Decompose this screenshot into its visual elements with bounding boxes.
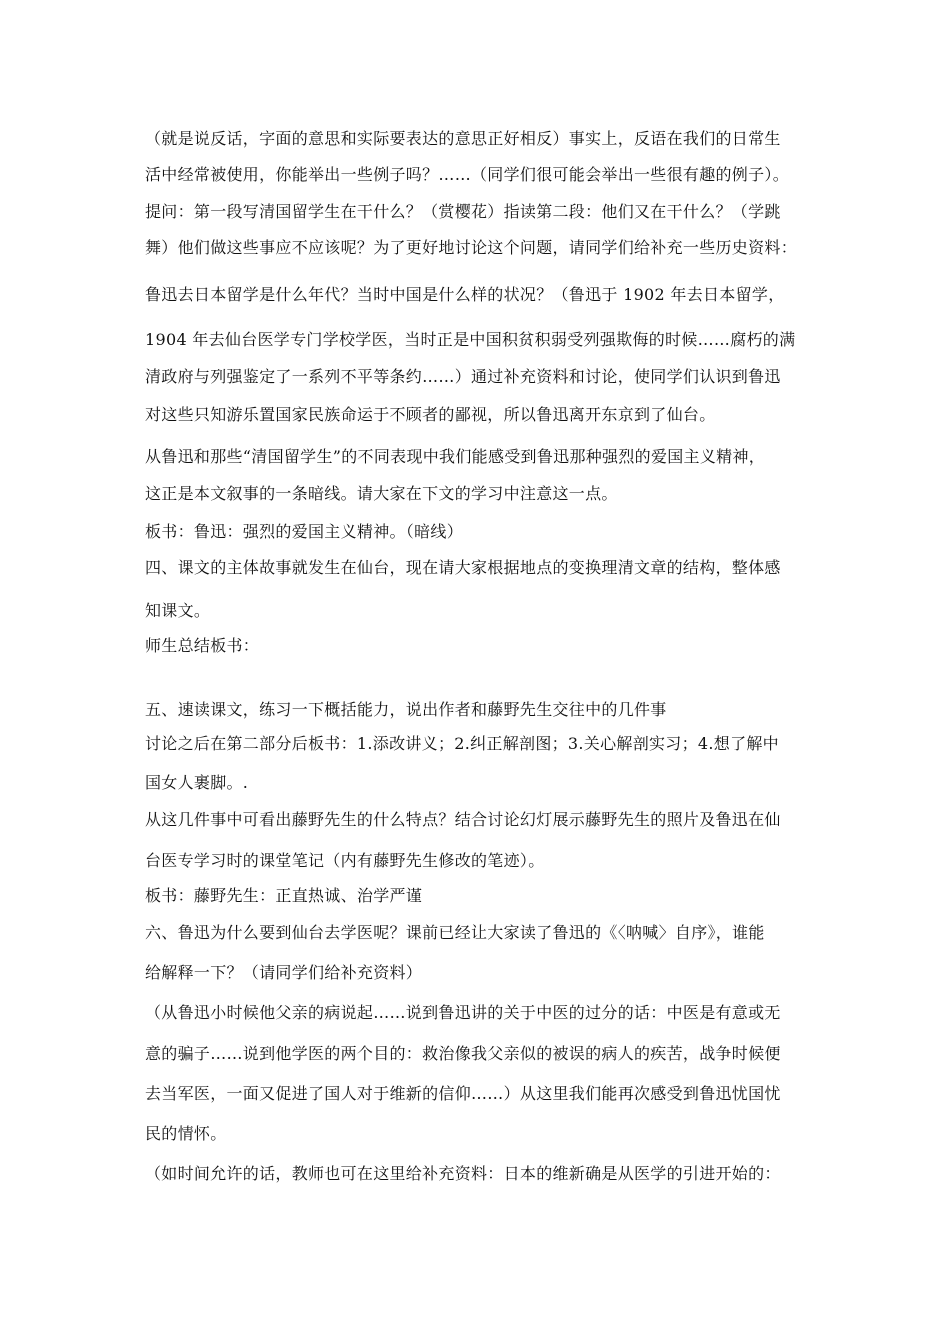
text-line-10: 这正是本文叙事的一条暗线。请大家在下文的学习中注意这一点。 <box>145 484 618 503</box>
text-line-2: 活中经常被使用，你能举出一些例子吗？……（同学们很可能会举出一些很有趣的例子）。 <box>145 165 790 184</box>
text-line-21: 六、鲁迅为什么要到仙台去学医呢？课前已经让大家读了鲁迅的《〈呐喊〉自序》，谁能 <box>145 923 765 942</box>
text-line-8: 对这些只知游乐置国家民族命运于不顾者的鄙视，所以鲁迅离开东京到了仙台。 <box>145 405 716 424</box>
text-line-19: 台医专学习时的课堂笔记（内有藤野先生修改的笔迹）。 <box>145 851 545 870</box>
text-line-9: 从鲁迅和那些“清国留学生”的不同表现中我们能感受到鲁迅那种强烈的爱国主义精神， <box>145 447 766 466</box>
text-line-27: （如时间允许的话，教师也可在这里给补充资料：日本的维新确是从医学的引进开始的： <box>145 1164 781 1183</box>
text-line-4: 舞）他们做这些事应不应该呢？为了更好地讨论这个问题，请同学们给补充一些历史资料： <box>145 238 798 257</box>
text-line-14: 师生总结板书： <box>145 636 260 655</box>
text-line-26: 民的情怀。 <box>145 1124 227 1143</box>
text-line-12: 四、课文的主体故事就发生在仙台，现在请大家根据地点的变换理清文章的结构，整体感 <box>145 558 781 577</box>
text-line-5: 鲁迅去日本留学是什么年代？当时中国是什么样的状况？（鲁迅于 1902 年去日本留学， <box>145 285 785 304</box>
text-line-25: 去当军医，一面又促进了国人对于维新的信仰……）从这里我们能再次感受到鲁迅忧国忧 <box>145 1084 781 1103</box>
text-line-13: 知课文。 <box>145 601 211 620</box>
text-line-22: 给解释一下？（请同学们给补充资料） <box>145 963 423 982</box>
text-line-24: 意的骗子……说到他学医的两个目的：救治像我父亲似的被误的病人的疾苦，战争时候便 <box>145 1044 781 1063</box>
text-line-16: 讨论之后在第二部分后板书：1.添改讲义；2.纠正解剖图；3.关心解剖实习；4.想了解中 <box>145 734 779 753</box>
text-line-6: 1904 年去仙台医学专门学校学医，当时正是中国积贫积弱受列强欺侮的时候……腐朽的满 <box>145 330 796 349</box>
text-line-11: 板书：鲁迅：强烈的爱国主义精神。（暗线） <box>145 522 464 541</box>
text-line-15: 五、速读课文，练习一下概括能力，说出作者和藤野先生交往中的几件事 <box>145 700 667 719</box>
text-line-1: （就是说反话，字面的意思和实际要表达的意思正好相反）事实上，反语在我们的日常生 <box>145 129 781 148</box>
text-line-7: 清政府与列强鉴定了一系列不平等条约……）通过补充资料和讨论，使同学们认识到鲁迅 <box>145 367 781 386</box>
text-line-18: 从这几件事中可看出藤野先生的什么特点？结合讨论幻灯展示藤野先生的照片及鲁迅在仙 <box>145 810 781 829</box>
text-line-3: 提问：第一段写清国留学生在干什么？（赏樱花）指读第二段：他们又在干什么？（学跳 <box>145 202 781 221</box>
text-line-20: 板书：藤野先生：正直热诚、治学严谨 <box>145 886 423 905</box>
text-line-17: 国女人裹脚。. <box>145 773 249 792</box>
text-line-23: （从鲁迅小时候他父亲的病说起……说到鲁迅讲的关于中医的过分的话：中医是有意或无 <box>145 1003 781 1022</box>
